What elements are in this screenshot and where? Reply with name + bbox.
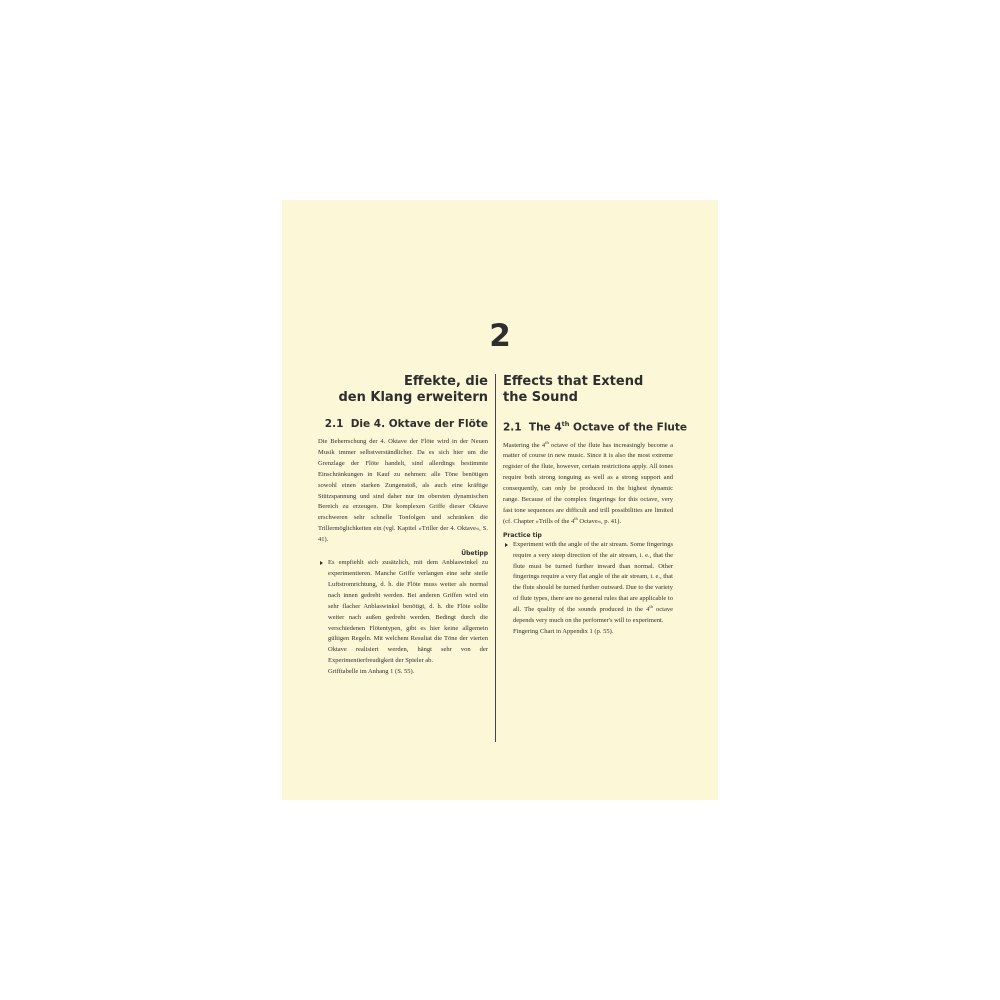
book-page [282, 200, 718, 800]
german-title-line-2: den Klang erweitern [338, 390, 488, 405]
english-para-post: Octave«, p. 41). [577, 517, 622, 525]
english-para-pre: Mastering the 4 [503, 441, 546, 449]
english-para-sup-1: th [545, 439, 549, 445]
english-section-number: 2.1 [503, 421, 522, 434]
german-paragraph: Die Beherrschung der 4. Oktave der Flöte wird in der Neuen Musik immer selbstverständlicher. Da es sich hier um die Grenzlage der Flöte handelt, sind allerdings bestimmte Einschränkungen in Kauf zu nehmen: alle Töne benötigen sowohl einen starken Zungenstoß, als auch eine kräftige Stützspannung und sind daher nur im obersten dynamischen Bereich zu erzeugen. Die komplexen Griffe dieser Oktave erschweren sehr schnelle Tonfolgen und schränken die Trillermöglichkeiten ein (vgl. Kapitel »Triller der 4. Oktave«, S. 41). [318, 438, 488, 544]
english-tip-post: octave depends very much on the performer's will to experiment. [513, 606, 673, 625]
english-section-title-post: Octave of the Flute [569, 421, 688, 434]
german-tip-reference: Grifftabelle im Anhang 1 (S. 55). [328, 668, 415, 676]
english-tip [503, 540, 673, 627]
english-paragraph [503, 441, 673, 528]
german-tip-title: Übetipp [461, 550, 488, 558]
german-section-number: 2.1 [324, 418, 344, 430]
german-title-line-1: Effekte, die [404, 374, 488, 389]
english-para-sup-2: th [574, 515, 578, 521]
english-section-title-sup: th [561, 420, 570, 428]
english-tip-reference: Fingering Chart in Appendix 1 (p. 55). [513, 628, 614, 635]
german-chapter-title [318, 374, 488, 406]
triangle-right-icon [505, 543, 508, 547]
triangle-right-icon [320, 561, 323, 565]
german-section-title: Die 4. Oktave der Flöte [350, 418, 488, 430]
english-title-line-1: Effects that Extend [503, 374, 644, 389]
english-tip-sup: th [649, 604, 653, 610]
german-section-heading [318, 417, 488, 431]
english-chapter-title [503, 374, 673, 406]
english-tip-title: Practice tip [503, 531, 542, 539]
english-section-title-pre: The 4 [528, 421, 562, 434]
chapter-number: 2 [489, 318, 511, 354]
english-column [503, 374, 688, 638]
english-section-heading [503, 417, 688, 435]
column-divider [495, 374, 496, 742]
german-tip [318, 558, 488, 667]
english-title-line-2: the Sound [503, 390, 578, 405]
english-para-mid: octave of the flute has increasingly become a matter of course in new music. Since it is also the most extreme register of the flute, however, certain restrictions apply. All tones require both strong tonguing as well as a strong support and consequently, can only be produced in the highest dynamic range. Because of the complex fingerings for this octave, very fast tone sequences are difficult and trill possibilities are limited (cf. Chapter »Trills of the 4 [503, 441, 673, 525]
german-column [318, 374, 488, 678]
german-tip-text: Es empfiehlt sich zusätzlich, mit dem Anblaswinkel zu experimentieren. Manche Griffe verlangen eine sehr steile Luftstromrichtung, d. h. die Flöte muss weiter als normal nach innen gedreht werden. Bei anderen Griffen wird ein sehr flacher Anblaswinkel benötigt, d. h. die Flöte sollte weiter nach außen gedreht werden. Bedingt durch die verschiedenen Flötentypen, gibt es hier keine allgemein gültigen Regeln. Mit welchem Resultat die Töne der vierten Oktave realisiert werden, hängt sehr von der Experimentierfreudigkeit der Spieler ab. [328, 559, 488, 665]
english-tip-pre: Experiment with the angle of the air stream. Some fingerings require a very steep direction of the air stream, i. e., that the flute must be turned further inward than normal. Other fingerings require a very flat angle of the air stream, i. e., that the flute should be turned further outward. Due to the variety of flute types, there are no general rules that are applicable to all. The quality of the sounds produced in the 4 [513, 540, 673, 614]
